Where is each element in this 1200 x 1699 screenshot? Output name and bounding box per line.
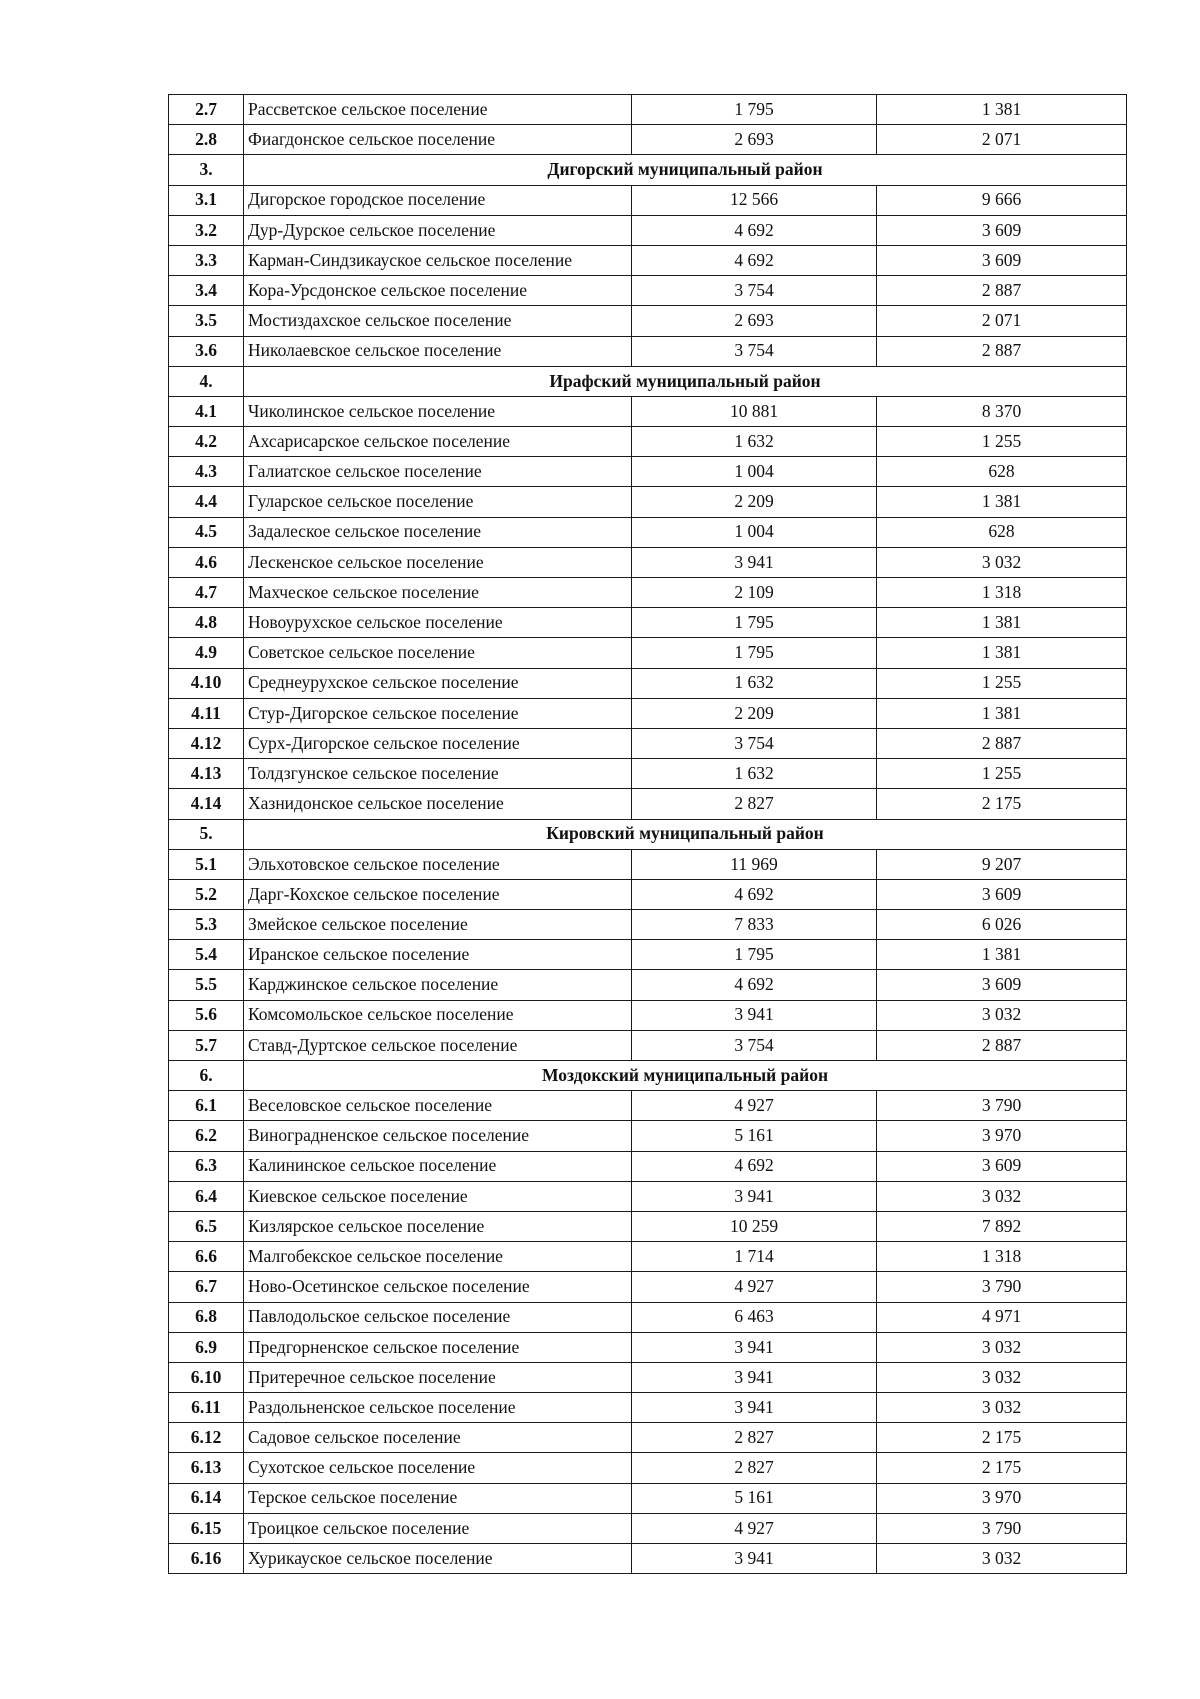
- table-row: [169, 879, 1127, 909]
- value-column-2: 3 609: [877, 1151, 1127, 1181]
- district-row: [169, 1061, 1127, 1091]
- settlement-name: Карджинское сельское поселение: [244, 970, 632, 1000]
- table-row: [169, 427, 1127, 457]
- table-row: [169, 789, 1127, 819]
- value-column-2: 1 381: [877, 940, 1127, 970]
- row-number: 4.12: [169, 728, 244, 758]
- row-number: 4.9: [169, 638, 244, 668]
- value-column-2: 3 032: [877, 547, 1127, 577]
- value-column-2: 1 255: [877, 759, 1127, 789]
- value-column-1: 3 754: [632, 1030, 877, 1060]
- table-row: [169, 1483, 1127, 1513]
- table-row: [169, 728, 1127, 758]
- value-column-1: 1 795: [632, 638, 877, 668]
- value-column-1: 1 795: [632, 95, 877, 125]
- value-column-1: 3 754: [632, 728, 877, 758]
- settlement-name: Ставд-Дуртское сельское поселение: [244, 1030, 632, 1060]
- district-title: Кировский муниципальный район: [244, 819, 1127, 849]
- row-number: 5.4: [169, 940, 244, 970]
- value-column-2: 2 887: [877, 1030, 1127, 1060]
- value-column-1: 1 004: [632, 517, 877, 547]
- table-row: [169, 185, 1127, 215]
- settlement-name: Советское сельское поселение: [244, 638, 632, 668]
- settlement-name: Комсомольское сельское поселение: [244, 1000, 632, 1030]
- row-number: 5.7: [169, 1030, 244, 1060]
- row-number: 6.11: [169, 1393, 244, 1423]
- table-row: [169, 910, 1127, 940]
- value-column-2: 1 255: [877, 668, 1127, 698]
- settlement-name: Дарг-Кохское сельское поселение: [244, 879, 632, 909]
- settlement-name: Рассветское сельское поселение: [244, 95, 632, 125]
- value-column-1: 4 927: [632, 1091, 877, 1121]
- table-row: [169, 1332, 1127, 1362]
- value-column-1: 1 795: [632, 608, 877, 638]
- settlement-name: Новоурухское сельское поселение: [244, 608, 632, 638]
- row-number: 2.8: [169, 125, 244, 155]
- district-number: 6.: [169, 1061, 244, 1091]
- table-row: [169, 1513, 1127, 1543]
- settlement-name: Троицкое сельское поселение: [244, 1513, 632, 1543]
- table-row: [169, 276, 1127, 306]
- value-column-1: 1 004: [632, 457, 877, 487]
- settlement-name: Галиатское сельское поселение: [244, 457, 632, 487]
- settlement-name: Веселовское сельское поселение: [244, 1091, 632, 1121]
- value-column-1: 2 827: [632, 789, 877, 819]
- value-column-2: 3 032: [877, 1000, 1127, 1030]
- table-row: [169, 698, 1127, 728]
- value-column-1: 11 969: [632, 849, 877, 879]
- settlement-name: Фиагдонское сельское поселение: [244, 125, 632, 155]
- value-column-1: 6 463: [632, 1302, 877, 1332]
- value-column-2: 1 255: [877, 427, 1127, 457]
- row-number: 4.2: [169, 427, 244, 457]
- row-number: 6.13: [169, 1453, 244, 1483]
- table-row: [169, 1272, 1127, 1302]
- table-row: [169, 1302, 1127, 1332]
- table-row: [169, 849, 1127, 879]
- value-column-1: 3 941: [632, 1393, 877, 1423]
- table-row: [169, 1362, 1127, 1392]
- table-row: [169, 1030, 1127, 1060]
- value-column-1: 1 632: [632, 668, 877, 698]
- value-column-2: 3 790: [877, 1091, 1127, 1121]
- row-number: 6.8: [169, 1302, 244, 1332]
- value-column-1: 3 941: [632, 1332, 877, 1362]
- table-row: [169, 487, 1127, 517]
- district-title: Дигорский муниципальный район: [244, 155, 1127, 185]
- row-number: 5.6: [169, 1000, 244, 1030]
- value-column-2: 2 887: [877, 276, 1127, 306]
- value-column-2: 3 032: [877, 1181, 1127, 1211]
- table-row: [169, 1453, 1127, 1483]
- value-column-2: 1 381: [877, 698, 1127, 728]
- table-row: [169, 396, 1127, 426]
- settlement-name: Кора-Урсдонское сельское поселение: [244, 276, 632, 306]
- value-column-1: 2 693: [632, 306, 877, 336]
- row-number: 6.6: [169, 1242, 244, 1272]
- row-number: 3.3: [169, 245, 244, 275]
- value-column-1: 5 161: [632, 1483, 877, 1513]
- value-column-1: 5 161: [632, 1121, 877, 1151]
- row-number: 6.5: [169, 1211, 244, 1241]
- settlement-name: Сухотское сельское поселение: [244, 1453, 632, 1483]
- value-column-2: 2 175: [877, 789, 1127, 819]
- row-number: 4.7: [169, 578, 244, 608]
- value-column-1: 4 927: [632, 1513, 877, 1543]
- value-column-2: 628: [877, 457, 1127, 487]
- row-number: 6.2: [169, 1121, 244, 1151]
- settlement-name: Киевское сельское поселение: [244, 1181, 632, 1211]
- table-row: [169, 547, 1127, 577]
- value-column-2: 6 026: [877, 910, 1127, 940]
- value-column-2: 1 381: [877, 95, 1127, 125]
- settlement-name: Ахсарисарское сельское поселение: [244, 427, 632, 457]
- value-column-2: 3 032: [877, 1362, 1127, 1392]
- table-row: [169, 1393, 1127, 1423]
- settlement-name: Эльхотовское сельское поселение: [244, 849, 632, 879]
- value-column-2: 3 609: [877, 245, 1127, 275]
- row-number: 4.11: [169, 698, 244, 728]
- table-row: [169, 608, 1127, 638]
- value-column-1: 4 692: [632, 245, 877, 275]
- district-row: [169, 819, 1127, 849]
- value-column-2: 1 381: [877, 638, 1127, 668]
- value-column-1: 12 566: [632, 185, 877, 215]
- value-column-1: 3 941: [632, 1181, 877, 1211]
- value-column-1: 2 209: [632, 487, 877, 517]
- value-column-2: 1 318: [877, 1242, 1127, 1272]
- value-column-2: 3 609: [877, 970, 1127, 1000]
- row-number: 4.1: [169, 396, 244, 426]
- row-number: 4.6: [169, 547, 244, 577]
- value-column-1: 2 827: [632, 1453, 877, 1483]
- value-column-1: 7 833: [632, 910, 877, 940]
- row-number: 4.14: [169, 789, 244, 819]
- settlement-name: Терское сельское поселение: [244, 1483, 632, 1513]
- settlement-name: Чиколинское сельское поселение: [244, 396, 632, 426]
- value-column-1: 3 941: [632, 1000, 877, 1030]
- settlement-name: Хазнидонское сельское поселение: [244, 789, 632, 819]
- table-row: [169, 1242, 1127, 1272]
- settlement-name: Предгорненское сельское поселение: [244, 1332, 632, 1362]
- value-column-2: 3 032: [877, 1332, 1127, 1362]
- value-column-2: 4 971: [877, 1302, 1127, 1332]
- row-number: 6.7: [169, 1272, 244, 1302]
- settlement-name: Дур-Дурское сельское поселение: [244, 215, 632, 245]
- table-row: [169, 95, 1127, 125]
- row-number: 3.4: [169, 276, 244, 306]
- settlement-name: Виноградненское сельское поселение: [244, 1121, 632, 1151]
- value-column-2: 9 666: [877, 185, 1127, 215]
- table-row: [169, 668, 1127, 698]
- value-column-1: 3 941: [632, 1362, 877, 1392]
- table-row: [169, 1000, 1127, 1030]
- settlement-name: Николаевское сельское поселение: [244, 336, 632, 366]
- row-number: 5.3: [169, 910, 244, 940]
- settlement-name: Стур-Дигорское сельское поселение: [244, 698, 632, 728]
- row-number: 6.16: [169, 1544, 244, 1574]
- value-column-1: 3 941: [632, 547, 877, 577]
- table-row: [169, 1151, 1127, 1181]
- settlement-name: Карман-Синдзикауское сельское поселение: [244, 245, 632, 275]
- value-column-2: 2 071: [877, 306, 1127, 336]
- row-number: 6.12: [169, 1423, 244, 1453]
- value-column-1: 10 259: [632, 1211, 877, 1241]
- row-number: 4.8: [169, 608, 244, 638]
- row-number: 6.14: [169, 1483, 244, 1513]
- district-row: [169, 155, 1127, 185]
- table-row: [169, 940, 1127, 970]
- settlement-name: Дигорское городское поселение: [244, 185, 632, 215]
- value-column-1: 4 692: [632, 215, 877, 245]
- value-column-2: 3 032: [877, 1393, 1127, 1423]
- row-number: 6.10: [169, 1362, 244, 1392]
- value-column-1: 3 941: [632, 1544, 877, 1574]
- row-number: 5.2: [169, 879, 244, 909]
- table-row: [169, 517, 1127, 547]
- settlement-name: Махческое сельское поселение: [244, 578, 632, 608]
- settlement-name: Сурх-Дигорское сельское поселение: [244, 728, 632, 758]
- value-column-2: 3 609: [877, 215, 1127, 245]
- district-number: 5.: [169, 819, 244, 849]
- settlement-name: Ново-Осетинское сельское поселение: [244, 1272, 632, 1302]
- value-column-2: 1 381: [877, 608, 1127, 638]
- value-column-2: 3 032: [877, 1544, 1127, 1574]
- settlement-name: Притеречное сельское поселение: [244, 1362, 632, 1392]
- value-column-1: 2 109: [632, 578, 877, 608]
- row-number: 3.2: [169, 215, 244, 245]
- settlement-name: Кизлярское сельское поселение: [244, 1211, 632, 1241]
- value-column-2: 7 892: [877, 1211, 1127, 1241]
- row-number: 6.3: [169, 1151, 244, 1181]
- table-row: [169, 970, 1127, 1000]
- row-number: 3.6: [169, 336, 244, 366]
- table-row: [169, 578, 1127, 608]
- value-column-2: 2 887: [877, 336, 1127, 366]
- settlement-name: Среднеурухское сельское поселение: [244, 668, 632, 698]
- settlement-name: Лескенское сельское поселение: [244, 547, 632, 577]
- row-number: 3.5: [169, 306, 244, 336]
- value-column-1: 3 754: [632, 336, 877, 366]
- table-row: [169, 1181, 1127, 1211]
- table-row: [169, 245, 1127, 275]
- settlement-name: Иранское сельское поселение: [244, 940, 632, 970]
- value-column-2: 3 790: [877, 1513, 1127, 1543]
- value-column-1: 3 754: [632, 276, 877, 306]
- table-row: [169, 336, 1127, 366]
- value-column-2: 2 175: [877, 1453, 1127, 1483]
- value-column-2: 2 175: [877, 1423, 1127, 1453]
- value-column-1: 1 632: [632, 759, 877, 789]
- row-number: 5.1: [169, 849, 244, 879]
- table-row: [169, 125, 1127, 155]
- row-number: 5.5: [169, 970, 244, 1000]
- value-column-2: 9 207: [877, 849, 1127, 879]
- table-row: [169, 1423, 1127, 1453]
- settlement-name: Гуларское сельское поселение: [244, 487, 632, 517]
- value-column-1: 4 692: [632, 970, 877, 1000]
- settlement-name: Павлодольское сельское поселение: [244, 1302, 632, 1332]
- district-title: Ирафский муниципальный район: [244, 366, 1127, 396]
- value-column-2: 3 790: [877, 1272, 1127, 1302]
- table-row: [169, 457, 1127, 487]
- row-number: 6.9: [169, 1332, 244, 1362]
- value-column-1: 2 209: [632, 698, 877, 728]
- value-column-1: 4 692: [632, 879, 877, 909]
- settlements-table: [168, 94, 1127, 1574]
- value-column-1: 1 795: [632, 940, 877, 970]
- row-number: 4.5: [169, 517, 244, 547]
- table-row: [169, 215, 1127, 245]
- settlement-name: Садовое сельское поселение: [244, 1423, 632, 1453]
- table-row: [169, 1544, 1127, 1574]
- value-column-2: 1 381: [877, 487, 1127, 517]
- row-number: 3.1: [169, 185, 244, 215]
- value-column-1: 1 714: [632, 1242, 877, 1272]
- value-column-2: 3 970: [877, 1483, 1127, 1513]
- district-title: Моздокский муниципальный район: [244, 1061, 1127, 1091]
- settlement-name: Калининское сельское поселение: [244, 1151, 632, 1181]
- table-row: [169, 1121, 1127, 1151]
- district-number: 4.: [169, 366, 244, 396]
- value-column-1: 2 693: [632, 125, 877, 155]
- value-column-1: 10 881: [632, 396, 877, 426]
- settlements-table-body: [169, 95, 1127, 1574]
- table-row: [169, 759, 1127, 789]
- settlement-name: Змейское сельское поселение: [244, 910, 632, 940]
- table-row: [169, 1211, 1127, 1241]
- district-row: [169, 366, 1127, 396]
- settlement-name: Мостиздахское сельское поселение: [244, 306, 632, 336]
- value-column-2: 2 887: [877, 728, 1127, 758]
- table-row: [169, 638, 1127, 668]
- settlement-name: Задалеское сельское поселение: [244, 517, 632, 547]
- value-column-2: 3 609: [877, 879, 1127, 909]
- table-row: [169, 306, 1127, 336]
- settlement-name: Хурикауское сельское поселение: [244, 1544, 632, 1574]
- table-row: [169, 1091, 1127, 1121]
- row-number: 4.3: [169, 457, 244, 487]
- value-column-1: 2 827: [632, 1423, 877, 1453]
- row-number: 4.4: [169, 487, 244, 517]
- value-column-2: 3 970: [877, 1121, 1127, 1151]
- row-number: 2.7: [169, 95, 244, 125]
- row-number: 6.1: [169, 1091, 244, 1121]
- value-column-2: 1 318: [877, 578, 1127, 608]
- value-column-2: 8 370: [877, 396, 1127, 426]
- row-number: 4.10: [169, 668, 244, 698]
- value-column-1: 4 692: [632, 1151, 877, 1181]
- district-number: 3.: [169, 155, 244, 185]
- settlement-name: Толдзгунское сельское поселение: [244, 759, 632, 789]
- settlement-name: Малгобекское сельское поселение: [244, 1242, 632, 1272]
- row-number: 6.15: [169, 1513, 244, 1543]
- row-number: 4.13: [169, 759, 244, 789]
- row-number: 6.4: [169, 1181, 244, 1211]
- value-column-1: 4 927: [632, 1272, 877, 1302]
- value-column-2: 628: [877, 517, 1127, 547]
- value-column-2: 2 071: [877, 125, 1127, 155]
- value-column-1: 1 632: [632, 427, 877, 457]
- settlement-name: Раздольненское сельское поселение: [244, 1393, 632, 1423]
